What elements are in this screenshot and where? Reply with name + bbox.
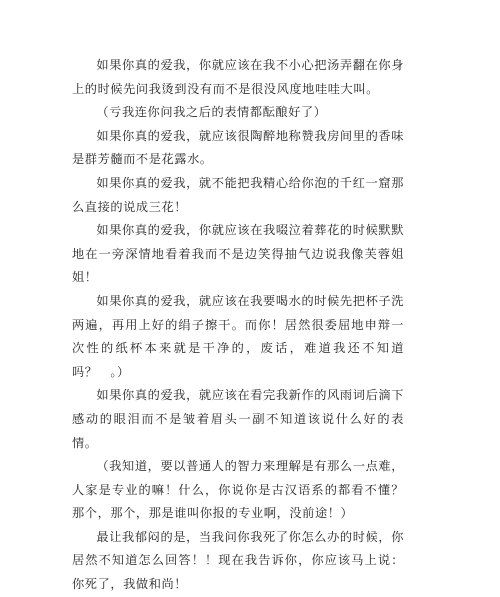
paragraph-1: 如果你真的爱我，你就应该在我不小心把汤弄翻在你身上的时候先问我烫到没有而不是很没风度地哇哇大叫。 bbox=[72, 58, 404, 96]
document-body bbox=[72, 54, 404, 597]
paragraph-5: 如果你真的爱我，你就应该在我啜泣着葬花的时候默默地在一旁深情地看着我而不是边笑得抽气边说我像芙蓉姐姐！ bbox=[72, 223, 404, 285]
paragraph-2: （亏我连你问我之后的表情都酝酿好了） bbox=[96, 105, 327, 120]
paragraph-8: （我知道，要以普通人的智力来理解是有那么一点难，人家是专业的嘛！什么，你说你是古汉语系的都看不懂？那个，那个，那是谁叫你报的专业啊，没前途！） bbox=[72, 459, 404, 521]
paragraph-7: 如果你真的爱我，就应该在看完我新作的风雨词后滴下感动的眼泪而不是皱着眉头一副不知道该说什么好的表情。 bbox=[72, 388, 404, 450]
paragraph-6: 如果你真的爱我，就应该在我要喝水的时候先把杯子洗两遍，再用上好的绢子擦干。而你！居然很委屈地申辩一次性的纸杯本来就是干净的，废话，难道我还不知道吗？ 。） bbox=[72, 293, 404, 379]
paragraph-9: 最让我郁闷的是，当我问你我死了你怎么办的时候，你居然不知道怎么回答！！现在我告诉你，你应该马上说：你死了，我做和尚！ bbox=[72, 529, 404, 592]
paragraph-3: 如果你真的爱我，就应该很陶醉地称赞我房间里的香味是群芳髓而不是花露水。 bbox=[72, 128, 404, 167]
paragraph-4: 如果你真的爱我，就不能把我精心给你泡的千红一窟那么直接的说成三花！ bbox=[72, 175, 404, 214]
